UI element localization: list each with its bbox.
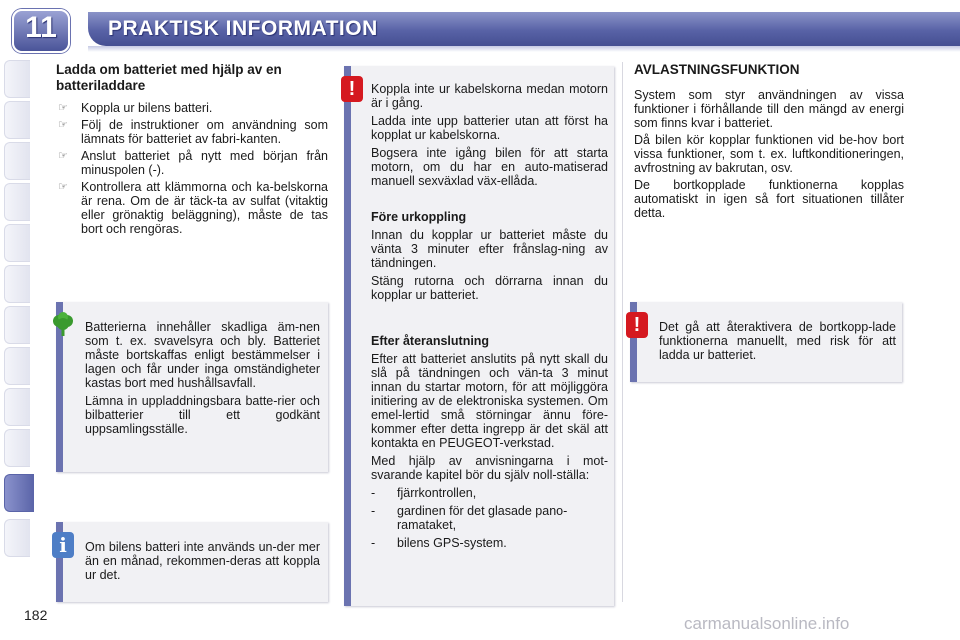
charging-section	[56, 62, 328, 239]
eco-tree-icon	[52, 312, 74, 338]
column-divider	[622, 62, 623, 602]
chapter-tab[interactable]	[4, 142, 30, 180]
reset-item: - gardinen för det glasade pano-ramataket,	[371, 504, 568, 532]
instruction-item: ☞ Anslut batteriet på nytt med början från minuspolen (-).	[58, 149, 328, 177]
chapter-tab[interactable]	[4, 306, 30, 344]
instruction-item: ☞ Koppla ur bilens batteri.	[58, 101, 213, 115]
after-reconnect-title: Efter återanslutning	[371, 334, 490, 348]
warning-text: Det gå att återaktivera de bortkopp-lade funktionerna manuellt, med risk för att ladda ur batteriet.	[659, 320, 896, 362]
instruction-list	[56, 101, 328, 236]
environment-note-text: Lämna in uppladdningsbara batte-rier och bilbatterier till ett godkänt uppsamlingsställe.	[85, 394, 320, 436]
chapter-tab[interactable]	[4, 224, 30, 262]
page-number: 182	[24, 607, 48, 623]
chapter-tab[interactable]	[4, 265, 30, 303]
chapter-tab[interactable]	[4, 347, 30, 385]
warning-icon: !	[341, 76, 363, 102]
environment-note-box	[56, 302, 328, 472]
chapter-tabs	[0, 58, 34, 588]
bullet-arrow-icon: ☞	[58, 102, 68, 114]
before-disconnect-title: Före urkoppling	[371, 210, 467, 224]
bullet-arrow-icon: ☞	[58, 150, 68, 162]
section-text: System som styr användningen av vissa funktioner i förhållande till den mängd av energi som finns kvar i batteriet.	[634, 88, 904, 130]
section-text: De bortkopplade funktionerna kopplas automatiskt in igen så fort situationen tillåter detta.	[634, 178, 904, 220]
reactivation-warning-box	[630, 302, 902, 382]
warning-text: Bogsera inte igång bilen för att starta motorn, om du har en auto-matiserad manuell sexväxlad väx-ellåda.	[371, 146, 608, 188]
bullet-arrow-icon: ☞	[58, 119, 68, 131]
page-header	[0, 0, 960, 58]
warning-icon: !	[626, 312, 648, 338]
chapter-tab-active[interactable]	[4, 474, 34, 512]
info-icon: i	[52, 532, 74, 558]
section-text: Då bilen kör kopplar funktionen vid be-hov bort vissa funktioner, som t. ex. luftkonditioneringen, avfrostning av bakrutan, osv.	[634, 133, 904, 175]
load-shedding-section	[634, 62, 904, 223]
chapter-tab[interactable]	[4, 519, 30, 557]
before-disconnect-text: Innan du kopplar ur batteriet måste du vänta 3 minuter efter frånslag-ning av tändningen.	[371, 228, 608, 270]
bullet-arrow-icon: ☞	[58, 181, 68, 193]
instruction-item: ☞ Kontrollera att klämmorna och ka-belskorna är rena. Om de är täck-ta av sulfat (vitaktig eller grönaktig beläggning), måste de tas bort och rengöras.	[58, 180, 328, 236]
after-reconnect-text: Efter att batteriet anslutits på nytt skall du slå på tändningen och vän-ta 3 minut innan du startar motorn, för att möjliggöra initiering av de elektroniska systemen. Om emel-lertid små störningar ännu före-kommer efter detta ingrepp är det skäl att kontakta en PEUGEOT-verkstad.	[371, 352, 608, 450]
environment-note-text: Batterierna innehåller skadliga äm-nen som t. ex. svavelsyra och bly. Batteriet måste bortskaffas enligt bestämmelser i lagen och får under inga omständigheter kastas bort med hushållsavfall.	[85, 320, 320, 390]
warning-text: Koppla inte ur kabelskorna medan motorn är i gång.	[371, 82, 608, 110]
section-title: AVLASTNINGSFUNKTION	[634, 62, 800, 77]
page-title: PRAKTISK INFORMATION	[108, 17, 378, 40]
after-reconnect-text: Med hjälp av anvisningarna i mot-svarande kapitel bör du själv noll-ställa:	[371, 454, 608, 482]
chapter-tab[interactable]	[4, 101, 30, 139]
watermark: carmanualsonline.info	[684, 614, 850, 633]
reset-item: - fjärrkontrollen,	[371, 486, 477, 500]
reset-list	[371, 486, 608, 550]
warning-text: Ladda inte upp batterier utan att först ha kopplat ur kabelskorna.	[371, 114, 608, 142]
info-note-box	[56, 522, 328, 602]
chapter-number: 11	[25, 11, 57, 44]
before-disconnect-text: Stäng rutorna och dörrarna innan du kopplar ur batteriet.	[371, 274, 608, 302]
section-title: Ladda om batteriet med hjälp av en batteriladdare	[56, 62, 282, 93]
reset-item: - bilens GPS-system.	[371, 536, 507, 550]
chapter-tab[interactable]	[4, 429, 30, 467]
info-note-text: Om bilens batteri inte används un-der mer än en månad, rekommen-deras att koppla ur det.	[85, 540, 320, 582]
chapter-tab[interactable]	[4, 183, 30, 221]
chapter-tab[interactable]	[4, 60, 30, 98]
instruction-item: ☞ Följ de instruktioner om användning som lämnats för batteriet av fabri-kanten.	[58, 118, 328, 146]
battery-warning-box	[344, 66, 614, 606]
chapter-tab[interactable]	[4, 388, 30, 426]
